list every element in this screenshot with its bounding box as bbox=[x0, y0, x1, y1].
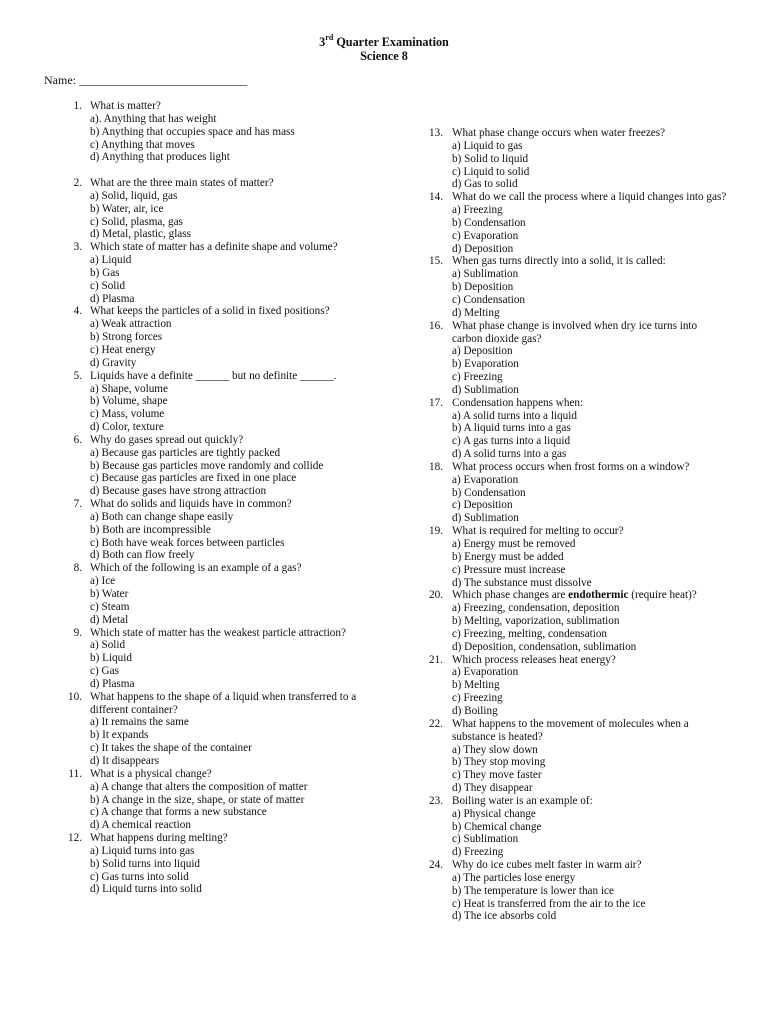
question-number: 16. bbox=[429, 319, 443, 332]
answer-option: a) Physical change bbox=[452, 807, 536, 820]
question-text: What are the three main states of matter? bbox=[90, 177, 274, 190]
right-question-column bbox=[429, 127, 729, 923]
question-number: 17. bbox=[429, 396, 443, 409]
question-number: 5. bbox=[73, 369, 82, 382]
answer-option: b) Solid to liquid bbox=[452, 152, 529, 165]
answer-option: d) Metal, plastic, glass bbox=[90, 228, 191, 241]
answer-option: d) Metal bbox=[90, 613, 129, 626]
answer-option: b) It expands bbox=[90, 729, 149, 742]
answer-option: d) A solid turns into a gas bbox=[452, 448, 567, 461]
answer-option: b) A change in the size, shape, or state of matter bbox=[90, 793, 305, 806]
answer-option: c) Anything that moves bbox=[90, 138, 195, 151]
answer-option: d) Plasma bbox=[90, 292, 135, 305]
answer-option: d) Sublimation bbox=[452, 383, 519, 396]
question-item bbox=[429, 654, 729, 718]
answer-option: a) Freezing, condensation, deposition bbox=[452, 602, 620, 615]
question-text: Which of the following is an example of a gas? bbox=[90, 562, 302, 575]
answer-option: b) A liquid turns into a gas bbox=[452, 422, 571, 435]
question-item bbox=[67, 434, 372, 498]
question-text: Why do ice cubes melt faster in warm air? bbox=[452, 859, 642, 872]
question-number: 22. bbox=[429, 717, 443, 730]
answer-option: a) A change that alters the composition of matter bbox=[90, 780, 308, 793]
answer-option: a) Liquid to gas bbox=[452, 139, 523, 152]
question-number: 12. bbox=[68, 832, 82, 845]
answer-option: c) Steam bbox=[90, 600, 130, 613]
question-item bbox=[429, 397, 729, 461]
answer-option: a) Liquid bbox=[90, 254, 132, 267]
answer-option: a) Ice bbox=[90, 575, 116, 588]
answer-option: b) Deposition bbox=[452, 281, 514, 294]
question-number: 14. bbox=[429, 191, 443, 204]
answer-option: b) Because gas particles move randomly and collide bbox=[90, 459, 324, 472]
answer-option: a) Both can change shape easily bbox=[90, 510, 234, 523]
question-text: Which state of matter has a definite shape and volume? bbox=[90, 241, 338, 254]
answer-option: c) Heat energy bbox=[90, 343, 156, 356]
question-number: 23. bbox=[429, 794, 443, 807]
answer-option: c) Both have weak forces between particles bbox=[90, 536, 285, 549]
answer-option: b) Evaporation bbox=[452, 358, 519, 371]
answer-option: d) Both can flow freely bbox=[90, 549, 195, 562]
question-item bbox=[67, 498, 372, 562]
question-number: 19. bbox=[429, 525, 443, 538]
question-text: What phase change is involved when dry ice turns into carbon dioxide gas? bbox=[452, 319, 698, 345]
question-text bbox=[452, 589, 729, 602]
question-text: What is a physical change? bbox=[90, 767, 212, 780]
question-item bbox=[429, 589, 729, 653]
answer-option: b) Gas bbox=[90, 266, 120, 279]
answer-option: d) Liquid turns into solid bbox=[90, 883, 202, 896]
question-text: What is matter? bbox=[90, 100, 161, 112]
answer-option: d) Melting bbox=[452, 306, 500, 319]
answer-option: a) Solid, liquid, gas bbox=[90, 189, 178, 202]
answer-option: a) Evaporation bbox=[452, 666, 519, 679]
question-number: 20. bbox=[429, 589, 443, 602]
answer-option: c) Mass, volume bbox=[90, 408, 165, 421]
question-text: Which process releases heat energy? bbox=[452, 653, 616, 666]
question-item bbox=[429, 859, 729, 923]
question-item bbox=[67, 100, 372, 164]
answer-option: b) Solid turns into liquid bbox=[90, 857, 201, 870]
question-text: What is required for melting to occur? bbox=[452, 525, 624, 538]
answer-option: a) The particles lose energy bbox=[452, 871, 576, 884]
question-text: What do we call the process where a liquid changes into gas? bbox=[452, 191, 727, 204]
name-field: Name: ____________________________ bbox=[44, 73, 247, 87]
answer-option: a) They slow down bbox=[452, 743, 538, 756]
answer-option: d) They disappear bbox=[452, 782, 533, 795]
answer-option: b) Liquid bbox=[90, 652, 132, 665]
answer-option: c) Pressure must increase bbox=[452, 563, 566, 576]
answer-option: b) The temperature is lower than ice bbox=[452, 884, 614, 897]
question-text-part: (require heat)? bbox=[628, 589, 697, 602]
question-number: 21. bbox=[429, 653, 443, 666]
answer-option: b) Both are incompressible bbox=[90, 523, 211, 536]
answer-option: d) Boiling bbox=[452, 704, 498, 717]
answer-option: a) Freezing bbox=[452, 204, 503, 217]
answer-option: d) The substance must dissolve bbox=[452, 576, 592, 589]
question-item bbox=[429, 191, 729, 255]
answer-option: a) Energy must be removed bbox=[452, 538, 576, 550]
answer-option: c) A gas turns into a liquid bbox=[452, 435, 571, 448]
question-number: 6. bbox=[73, 433, 82, 446]
question-number: 2. bbox=[73, 177, 82, 190]
question-item bbox=[429, 718, 729, 795]
answer-option: a) Evaporation bbox=[452, 473, 519, 486]
answer-option: b) Volume, shape bbox=[90, 395, 168, 408]
answer-option: c) A change that forms a new substance bbox=[90, 806, 267, 819]
answer-option: d) A chemical reaction bbox=[90, 819, 191, 832]
answer-option: a) It remains the same bbox=[90, 716, 189, 729]
answer-option: a) Because gas particles are tightly packed bbox=[90, 446, 281, 459]
answer-option: d) Sublimation bbox=[452, 512, 519, 525]
answer-option: b) Melting, vaporization, sublimation bbox=[452, 615, 620, 628]
answer-option: d) The ice absorbs cold bbox=[452, 910, 557, 923]
question-keyword: endothermic bbox=[568, 589, 629, 602]
question-number: 11. bbox=[68, 767, 82, 780]
title-ordinal-suffix: rd bbox=[325, 32, 334, 42]
question-number: 1. bbox=[73, 100, 82, 112]
answer-option: d) Plasma bbox=[90, 677, 135, 690]
question-text: Condensation happens when: bbox=[452, 396, 584, 409]
answer-option: c) Condensation bbox=[452, 293, 526, 306]
answer-option: d) Gravity bbox=[90, 356, 137, 369]
question-text: What happens to the shape of a liquid when transferred to a different container? bbox=[90, 690, 357, 716]
question-item bbox=[429, 255, 729, 319]
question-text: Liquids have a definite ______ but no definite ______. bbox=[90, 369, 337, 382]
answer-option: b) Chemical change bbox=[452, 820, 542, 833]
answer-option: b) Strong forces bbox=[90, 331, 163, 344]
question-text: What phase change occurs when water freezes? bbox=[452, 127, 666, 139]
question-text: What happens to the movement of molecules when a substance is heated? bbox=[452, 717, 689, 743]
question-text: Which state of matter has the weakest particle attraction? bbox=[90, 626, 346, 639]
answer-option: b) Anything that occupies space and has mass bbox=[90, 125, 295, 138]
question-number: 13. bbox=[429, 127, 443, 139]
question-number: 15. bbox=[429, 255, 443, 268]
answer-option: b) Water bbox=[90, 588, 129, 601]
exam-title bbox=[0, 32, 768, 63]
answer-option: a) Shape, volume bbox=[90, 382, 168, 395]
answer-option: d) Deposition, condensation, sublimation bbox=[452, 640, 637, 653]
answer-option: c) Because gas particles are fixed in one place bbox=[90, 472, 297, 485]
question-text: What do solids and liquids have in common? bbox=[90, 498, 292, 511]
question-item bbox=[67, 370, 372, 434]
answer-option: b) They stop moving bbox=[452, 756, 546, 769]
question-item bbox=[67, 691, 372, 768]
answer-option: d) It disappears bbox=[90, 754, 159, 767]
answer-option: b) Water, air, ice bbox=[90, 202, 164, 215]
question-text: What happens during melting? bbox=[90, 832, 228, 845]
question-number: 10. bbox=[68, 690, 82, 703]
answer-option: d) Deposition bbox=[452, 242, 514, 255]
question-item bbox=[67, 832, 372, 896]
answer-option: d) Anything that produces light bbox=[90, 151, 230, 164]
exam-title-line bbox=[0, 32, 768, 50]
question-text: What keeps the particles of a solid in fixed positions? bbox=[90, 305, 330, 318]
answer-option: c) Freezing bbox=[452, 371, 503, 384]
answer-option: c) Gas turns into solid bbox=[90, 870, 189, 883]
answer-option: b) Energy must be added bbox=[452, 550, 564, 563]
exam-subtitle: Science 8 bbox=[360, 48, 408, 63]
question-item bbox=[429, 127, 729, 191]
question-item bbox=[67, 627, 372, 691]
question-item bbox=[67, 177, 372, 241]
answer-option: c) Freezing bbox=[452, 692, 503, 705]
answer-option: a) Solid bbox=[90, 639, 126, 652]
question-text: Why do gases spread out quickly? bbox=[90, 433, 244, 446]
question-number: 24. bbox=[429, 859, 443, 872]
question-spacer bbox=[67, 164, 372, 177]
answer-option: c) Gas bbox=[90, 665, 119, 678]
answer-option: c) Sublimation bbox=[452, 833, 519, 846]
left-question-column bbox=[67, 100, 372, 896]
answer-option: c) They move faster bbox=[452, 769, 542, 782]
question-item bbox=[429, 461, 729, 525]
answer-option: b) Condensation bbox=[452, 486, 526, 499]
title-ordinal: 3 bbox=[319, 35, 326, 49]
question-text: What process occurs when frost forms on a window? bbox=[452, 460, 690, 473]
answer-option: c) Freezing, melting, condensation bbox=[452, 627, 608, 640]
question-item bbox=[67, 305, 372, 369]
question-text: When gas turns directly into a solid, it is called: bbox=[452, 255, 666, 268]
answer-option: c) Evaporation bbox=[452, 229, 519, 242]
answer-option: a) A solid turns into a liquid bbox=[452, 409, 577, 422]
answer-option: c) Solid, plasma, gas bbox=[90, 215, 183, 228]
question-item bbox=[429, 320, 729, 397]
answer-option: a) Weak attraction bbox=[90, 318, 172, 331]
answer-option: a). Anything that has weight bbox=[90, 112, 217, 125]
answer-option: d) Freezing bbox=[452, 846, 504, 859]
question-number: 4. bbox=[73, 305, 82, 318]
answer-option: a) Liquid turns into gas bbox=[90, 844, 195, 857]
question-item bbox=[67, 562, 372, 626]
answer-option: c) Solid bbox=[90, 279, 126, 292]
question-number: 9. bbox=[73, 626, 82, 639]
answer-option: b) Melting bbox=[452, 679, 500, 692]
answer-option: c) Heat is transferred from the air to the ice bbox=[452, 897, 646, 910]
answer-option: b) Condensation bbox=[452, 216, 526, 229]
question-number: 8. bbox=[73, 562, 82, 575]
question-text: Boiling water is an example of: bbox=[452, 794, 593, 807]
question-number: 7. bbox=[73, 498, 82, 511]
answer-option: c) Liquid to solid bbox=[452, 165, 530, 178]
answer-option: d) Gas to solid bbox=[452, 178, 518, 191]
question-number: 3. bbox=[73, 241, 82, 254]
question-text-part: Which phase changes are bbox=[452, 589, 569, 602]
answer-option: c) Deposition bbox=[452, 499, 513, 512]
answer-option: d) Color, texture bbox=[90, 421, 164, 434]
question-item bbox=[429, 795, 729, 859]
question-item bbox=[67, 241, 372, 305]
answer-option: a) Sublimation bbox=[452, 268, 519, 281]
question-number: 18. bbox=[429, 460, 443, 473]
answer-option: d) Because gases have strong attraction bbox=[90, 485, 267, 498]
title-text: Quarter Examination bbox=[333, 35, 449, 49]
answer-option: a) Deposition bbox=[452, 345, 513, 358]
question-item bbox=[429, 525, 729, 589]
answer-option: c) It takes the shape of the container bbox=[90, 742, 252, 755]
question-item bbox=[67, 768, 372, 832]
